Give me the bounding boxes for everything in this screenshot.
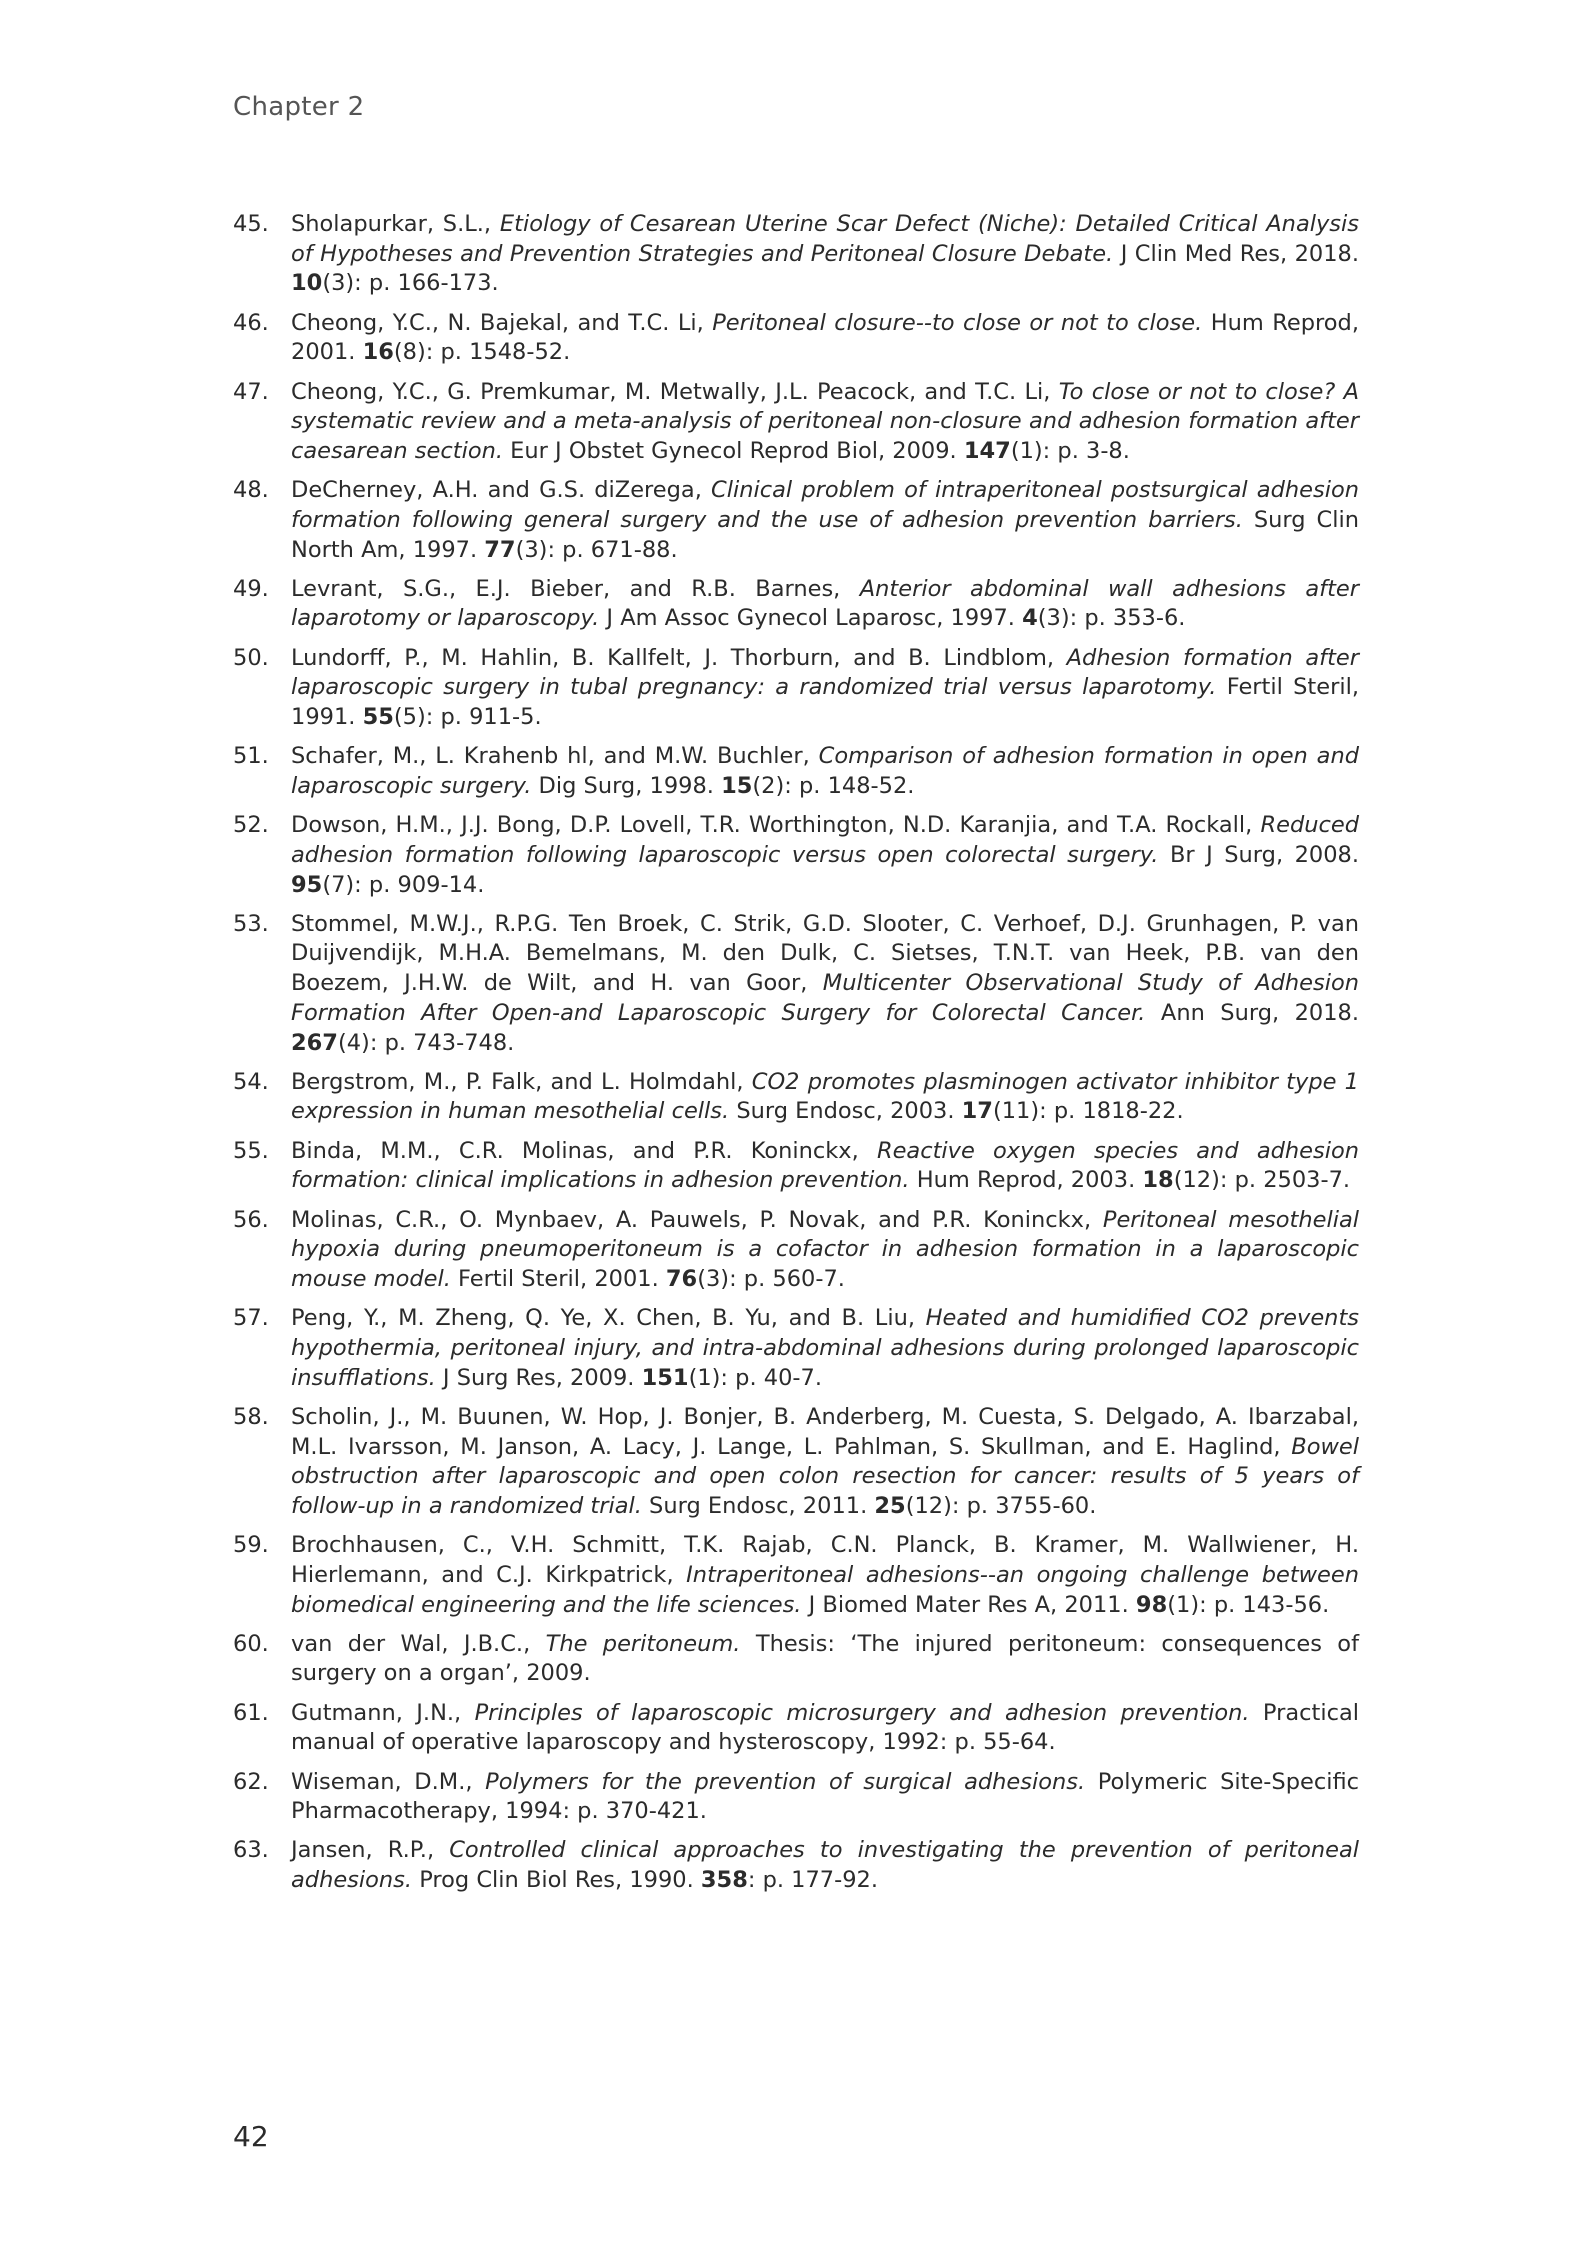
reference-number: 47. xyxy=(233,378,269,405)
reference-authors: Sholapurkar, S.L., xyxy=(291,211,500,237)
reference-number: 61. xyxy=(233,1699,269,1726)
reference-source: J Am Assoc Gynecol Laparosc, 1997. xyxy=(599,605,1023,632)
reference-title: Peritoneal mesothelial hypoxia during pneumoperitoneum is a cofactor in adhesion formation in a laparoscopic mouse model. xyxy=(291,1206,1359,1292)
reference-item-48 xyxy=(233,476,1359,565)
reference-volume: 18 xyxy=(1142,1167,1174,1194)
reference-pages: (7): p. 909-14. xyxy=(322,871,485,898)
reference-number: 52. xyxy=(233,812,269,839)
reference-authors: Dowson, H.M., J.J. Bong, D.P. Lovell, T.R. Worthington, N.D. Karanjia, and T.A. Rockall, xyxy=(291,812,1261,839)
reference-number: 55. xyxy=(233,1137,269,1164)
reference-item-61 xyxy=(233,1699,1359,1758)
reference-source: Thesis: ‘The injured peritoneum: consequences of surgery on a organ’, 2009. xyxy=(291,1630,1359,1687)
reference-body xyxy=(291,575,1359,634)
reference-volume: 16 xyxy=(362,339,394,366)
reference-pages: (12): p. 2503-7. xyxy=(1173,1167,1351,1194)
reference-body xyxy=(291,1206,1359,1295)
reference-item-60 xyxy=(233,1630,1359,1689)
reference-source: Eur J Obstet Gynecol Reprod Biol, 2009. xyxy=(503,437,964,464)
reference-source: Br J Surg, 2008. xyxy=(1158,841,1359,868)
reference-title: Bowel obstruction after laparoscopic and open colon resection for cancer: results of 5 years of follow-up in a randomized trial. xyxy=(291,1433,1359,1519)
reference-body xyxy=(291,1630,1359,1689)
reference-item-58 xyxy=(233,1403,1359,1522)
reference-source: J Surg Res, 2009. xyxy=(435,1364,642,1391)
reference-title: Heated and humidified CO2 prevents hypothermia, peritoneal injury, and intra-abdominal adhesions during prolonged laparoscopic insufflations. xyxy=(291,1305,1359,1391)
reference-body xyxy=(291,1304,1359,1393)
reference-title: Peritoneal closure--to close or not to close. xyxy=(712,309,1203,336)
reference-pages: (5): p. 911-5. xyxy=(393,704,542,731)
reference-body xyxy=(291,1137,1359,1196)
reference-item-56 xyxy=(233,1206,1359,1295)
reference-body xyxy=(291,309,1359,368)
reference-pages: : p. 177-92. xyxy=(747,1867,879,1894)
reference-source: Ann Surg, 2018. xyxy=(1145,999,1359,1026)
reference-pages: (4): p. 743-748. xyxy=(337,1029,515,1056)
reference-item-54 xyxy=(233,1068,1359,1127)
reference-title: Principles of laparoscopic microsurgery and adhesion prevention. xyxy=(474,1699,1250,1726)
reference-number: 56. xyxy=(233,1206,269,1233)
reference-item-49 xyxy=(233,575,1359,634)
reference-body xyxy=(291,811,1359,900)
reference-title: The peritoneum. xyxy=(545,1630,741,1657)
reference-volume: 147 xyxy=(963,437,1011,464)
reference-number: 53. xyxy=(233,910,269,937)
reference-authors: Lundorff, P., M. Hahlin, B. Kallfelt, J. Thorburn, and B. Lindblom, xyxy=(291,644,1067,671)
reference-authors: Brochhausen, C., V.H. Schmitt, T.K. Rajab, C.N. Planck, B. Kramer, M. Wallwiener, H. Hierlemann, and C.J. Kirkpatrick, xyxy=(291,1532,1359,1588)
reference-authors: Gutmann, J.N., xyxy=(291,1699,475,1726)
reference-number: 48. xyxy=(233,477,269,504)
reference-title: CO2 promotes plasminogen activator inhibitor type 1 expression in human mesothelial cells. xyxy=(291,1068,1359,1125)
reference-volume: 98 xyxy=(1135,1591,1168,1618)
reference-number: 62. xyxy=(233,1768,269,1795)
chapter-header: Chapter 2 xyxy=(233,92,365,122)
reference-body xyxy=(291,742,1359,801)
reference-body xyxy=(291,210,1359,299)
reference-authors: Cheong, Y.C., G. Premkumar, M. Metwally, J.L. Peacock, and T.C. Li, xyxy=(291,378,1059,405)
reference-source: Surg Clin North Am, 1997. xyxy=(291,506,1359,563)
reference-source: J Clin Med Res, 2018. xyxy=(1113,240,1359,267)
reference-body xyxy=(291,476,1359,565)
reference-title: Controlled clinical approaches to investigating the prevention of peritoneal adhesions. xyxy=(291,1837,1359,1894)
reference-source: Surg Endosc, 2011. xyxy=(641,1492,875,1519)
reference-item-45 xyxy=(233,210,1359,299)
reference-pages: (1): p. 40-7. xyxy=(688,1364,822,1391)
reference-title: Reduced adhesion formation following laparoscopic versus open colorectal surgery. xyxy=(291,812,1359,868)
reference-pages: (3): p. 353-6. xyxy=(1037,605,1186,632)
reference-pages: (3): p. 671-88. xyxy=(515,536,678,563)
reference-authors: DeCherney, A.H. and G.S. diZerega, xyxy=(291,477,712,504)
reference-volume: 55 xyxy=(362,704,394,731)
reference-volume: 15 xyxy=(721,772,753,799)
reference-number: 46. xyxy=(233,309,269,336)
reference-source: Fertil Steril, 2001. xyxy=(450,1266,666,1292)
reference-authors: van der Wal, J.B.C., xyxy=(291,1630,546,1657)
reference-volume: 25 xyxy=(874,1492,906,1519)
reference-title: Etiology of Cesarean Uterine Scar Defect (Niche): Detailed Critical Analysis of Hypotheses and Prevention Strategies and Peritoneal Closure Debate. xyxy=(291,211,1359,267)
reference-list xyxy=(233,210,1359,1905)
reference-title: Anterior abdominal wall adhesions after laparotomy or laparoscopy. xyxy=(291,575,1359,632)
reference-source: J Biomed Mater Res A, 2011. xyxy=(801,1591,1136,1618)
reference-volume: 4 xyxy=(1022,605,1038,632)
reference-pages: (3): p. 166-173. xyxy=(322,270,499,297)
reference-item-52 xyxy=(233,811,1359,900)
reference-item-63 xyxy=(233,1836,1359,1895)
reference-volume: 358 xyxy=(700,1867,748,1894)
reference-authors: Levrant, S.G., E.J. Bieber, and R.B. Barnes, xyxy=(291,575,860,602)
reference-pages: (1): p. 3-8. xyxy=(1010,437,1130,464)
reference-pages: (3): p. 560-7. xyxy=(697,1266,845,1292)
reference-item-62 xyxy=(233,1768,1359,1827)
reference-authors: Molinas, C.R., O. Mynbaev, A. Pauwels, P. Novak, and P.R. Koninckx, xyxy=(291,1206,1103,1233)
reference-pages: (12): p. 3755-60. xyxy=(905,1492,1097,1519)
reference-item-53 xyxy=(233,910,1359,1059)
reference-number: 57. xyxy=(233,1305,269,1332)
reference-item-57 xyxy=(233,1304,1359,1393)
page-number: 42 xyxy=(233,2120,269,2153)
reference-title: To close or not to close? A systematic review and a meta-analysis of peritoneal non-closure and adhesion formation after caesarean section. xyxy=(291,378,1359,464)
reference-source: Polymeric Site-Specific Pharmacotherapy, 1994: p. 370-421. xyxy=(291,1768,1359,1825)
reference-number: 58. xyxy=(233,1403,269,1430)
reference-pages: (8): p. 1548-52. xyxy=(393,339,571,366)
reference-body xyxy=(291,378,1359,467)
reference-authors: Cheong, Y.C., N. Bajekal, and T.C. Li, xyxy=(291,309,713,336)
reference-title: Adhesion formation after laparoscopic surgery in tubal pregnancy: a randomized trial versus laparotomy. xyxy=(291,644,1360,701)
reference-volume: 151 xyxy=(641,1364,689,1391)
reference-number: 60. xyxy=(233,1630,269,1657)
reference-pages: (11): p. 1818-22. xyxy=(992,1098,1184,1125)
reference-pages: (1): p. 143-56. xyxy=(1167,1591,1330,1618)
reference-title: Multicenter Observational Study of Adhesion Formation After Open-and Laparoscopic Surgery for Colorectal Cancer. xyxy=(291,970,1359,1026)
reference-body xyxy=(291,1836,1359,1895)
reference-number: 50. xyxy=(233,644,269,671)
reference-source: Hum Reprod, 2003. xyxy=(909,1167,1143,1194)
reference-source: Prog Clin Biol Res, 1990. xyxy=(412,1867,701,1894)
reference-volume: 76 xyxy=(665,1266,698,1292)
reference-title: Polymers for the prevention of surgical adhesions. xyxy=(485,1768,1086,1795)
reference-volume: 17 xyxy=(961,1098,993,1125)
reference-body xyxy=(291,1699,1359,1758)
reference-number: 54. xyxy=(233,1068,269,1095)
reference-item-51 xyxy=(233,742,1359,801)
reference-authors: Wiseman, D.M., xyxy=(291,1768,486,1795)
reference-source: Surg Endosc, 2003. xyxy=(729,1098,962,1125)
reference-number: 45. xyxy=(233,211,269,237)
reference-volume: 95 xyxy=(291,871,323,898)
reference-number: 49. xyxy=(233,575,269,602)
reference-source: Fertil Steril, 1991. xyxy=(291,674,1359,731)
reference-number: 63. xyxy=(233,1837,269,1864)
reference-source: Dig Surg, 1998. xyxy=(531,772,722,799)
reference-number: 59. xyxy=(233,1532,269,1559)
reference-item-47 xyxy=(233,378,1359,467)
reference-authors: Scholin, J., M. Buunen, W. Hop, J. Bonjer, B. Anderberg, M. Cuesta, S. Delgado, A. Ibarzabal, M.L. Ivarsson, M. Janson, A. Lacy, J. Lange, L. Pahlman, S. Skullman, and E. Haglind, xyxy=(291,1403,1359,1460)
reference-title: Clinical problem of intraperitoneal postsurgical adhesion formation following general surgery and the use of adhesion prevention barriers. xyxy=(291,477,1359,533)
reference-authors: Peng, Y., M. Zheng, Q. Ye, X. Chen, B. Yu, and B. Liu, xyxy=(291,1305,926,1332)
reference-source: Hum Reprod, 2001. xyxy=(291,309,1359,366)
reference-item-46 xyxy=(233,309,1359,368)
reference-body xyxy=(291,1403,1359,1522)
reference-body xyxy=(291,644,1359,733)
reference-authors: Bergstrom, M., P. Falk, and L. Holmdahl, xyxy=(291,1068,752,1095)
reference-body xyxy=(291,910,1359,1059)
reference-volume: 77 xyxy=(484,536,516,563)
reference-source: Practical manual of operative laparoscopy and hysteroscopy, 1992: p. 55-64. xyxy=(291,1699,1359,1756)
reference-authors: Stommel, M.W.J., R.P.G. Ten Broek, C. Strik, G.D. Slooter, C. Verhoef, D.J. Grunhagen, P. van Duijvendijk, M.H.A. Bemelmans, M. den Dulk, C. Sietses, T.N.T. van Heek, P.B. van den Boezem, J.H.W. de Wilt, and H. van Goor, xyxy=(291,910,1359,997)
reference-pages: (2): p. 148-52. xyxy=(752,772,915,799)
reference-item-59 xyxy=(233,1531,1359,1620)
reference-title: Reactive oxygen species and adhesion formation: clinical implications in adhesion prevention. xyxy=(291,1137,1359,1194)
reference-body xyxy=(291,1768,1359,1827)
reference-number: 51. xyxy=(233,743,269,770)
reference-authors: Schafer, M., L. Krahenb hl, and M.W. Buchler, xyxy=(291,743,819,770)
reference-title: Intraperitoneal adhesions--an ongoing challenge between biomedical engineering and the life sciences. xyxy=(291,1561,1359,1618)
reference-authors: Binda, M.M., C.R. Molinas, and P.R. Koninckx, xyxy=(291,1137,877,1164)
reference-body xyxy=(291,1068,1359,1127)
reference-authors: Jansen, R.P., xyxy=(291,1837,450,1864)
reference-item-55 xyxy=(233,1137,1359,1196)
reference-item-50 xyxy=(233,644,1359,733)
reference-body xyxy=(291,1531,1359,1620)
reference-volume: 267 xyxy=(291,1029,338,1056)
reference-volume: 10 xyxy=(291,270,323,297)
reference-title: Comparison of adhesion formation in open and laparoscopic surgery. xyxy=(291,743,1359,799)
